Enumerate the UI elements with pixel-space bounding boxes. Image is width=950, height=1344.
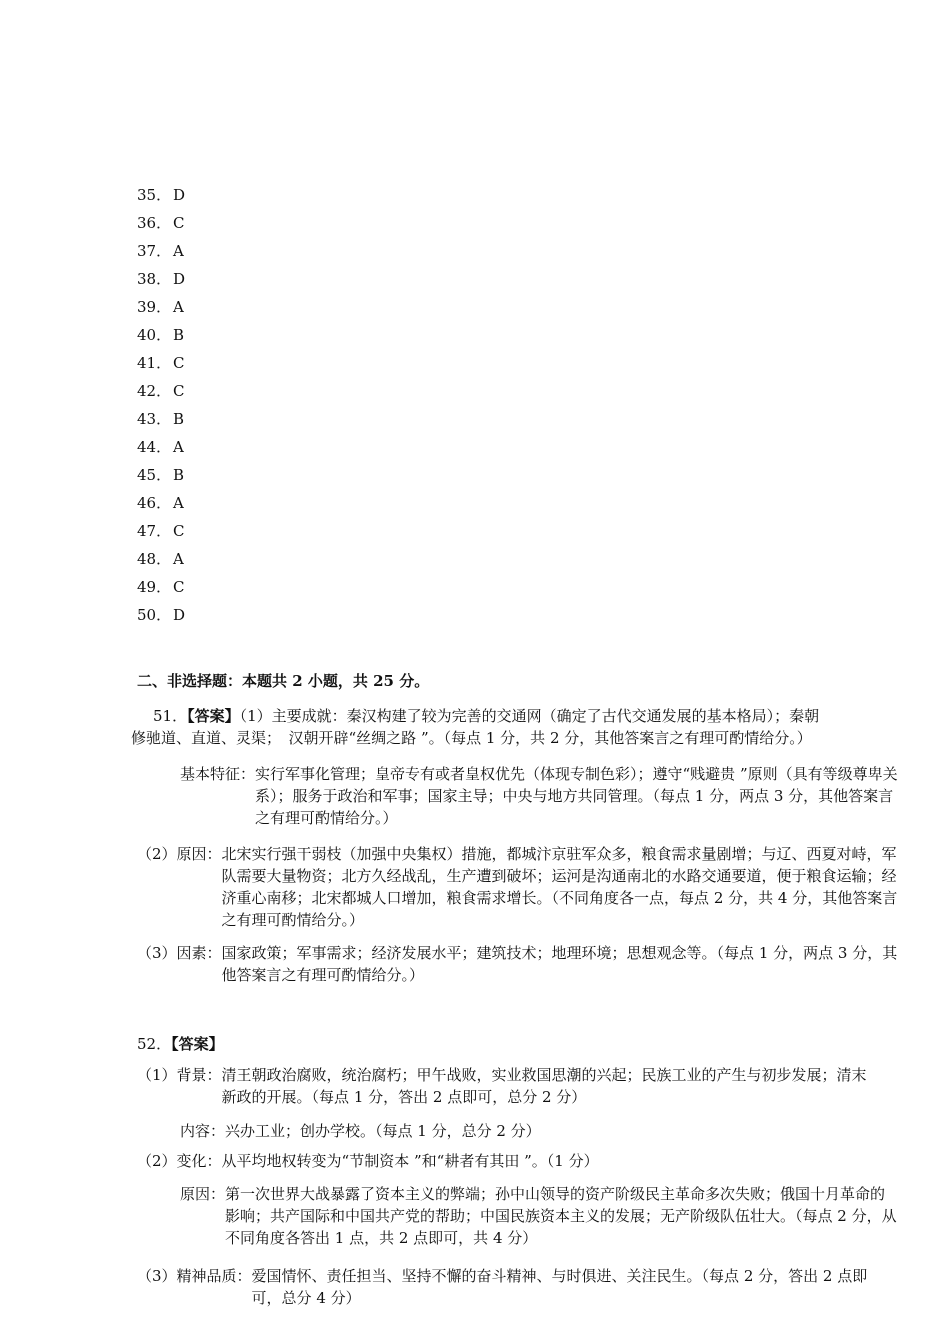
q52-heading <box>137 1033 224 1055</box>
answer-choice: A <box>173 550 184 568</box>
answer-number: 44． <box>137 438 172 456</box>
q52-reason-label: 原因： <box>180 1185 226 1203</box>
q51-text-line1: （1）主要成就：秦汉构建了较为完善的交通网（确定了古代交通发展的基本格局）；秦朝 <box>239 707 820 725</box>
answer-number: 40． <box>137 326 172 344</box>
answer-choice: C <box>173 578 185 596</box>
answer-row <box>137 520 185 548</box>
q52-answer-tag: 【答案】 <box>171 1035 224 1053</box>
q51-features-label: 基本特征： <box>180 765 256 783</box>
q52-content: 内容：兴办工业；创办学校。（每点 1 分，总分 2 分） <box>180 1122 541 1140</box>
q51-part3-text: 国家政策；军事需求；经济发展水平；建筑技术；地理环境；思想观念等。（每点 1 分，两点 3 分，其他答案言之有理可酌情给分。） <box>221 944 898 984</box>
q51-part3 <box>137 942 901 986</box>
q52-part3-label: （3）精神品质： <box>137 1267 252 1285</box>
q51-number: 51． <box>153 707 188 725</box>
answer-row <box>137 184 185 212</box>
answer-row <box>137 268 185 296</box>
answer-number: 36． <box>137 214 172 232</box>
answer-row <box>137 324 185 352</box>
q52-part1-label: （1）背景： <box>137 1066 222 1084</box>
q52-part2-change: （2）变化：从平均地权转变为“节制资本 ”和“耕者有其田 ”。（1 分） <box>137 1152 599 1170</box>
q51-line2: 修驰道、直道、灵渠； 汉朝开辟“丝绸之路 ”。（每点 1 分，共 2 分，其他答案言之有理可酌情给分。） <box>131 729 812 747</box>
answer-row <box>137 352 185 380</box>
q52-part1 <box>137 1064 872 1108</box>
answer-row <box>137 436 185 464</box>
q51-part1 <box>131 705 907 749</box>
q52-part1-text: 清王朝政治腐败，统治腐朽；甲午战败，实业救国思潮的兴起；民族工业的产生与初步发展；清末新政的开展。（每点 1 分，答出 2 点即可，总分 2 分） <box>221 1066 867 1106</box>
answer-number: 41． <box>137 354 172 372</box>
q51-part1-features <box>180 763 908 829</box>
answer-number: 43． <box>137 410 172 428</box>
answer-row <box>137 604 185 632</box>
answer-choice: C <box>173 214 185 232</box>
answer-choice: C <box>173 354 185 372</box>
q51-part2-text: 北宋实行强干弱枝（加强中央集权）措施，都城汴京驻军众多，粮食需求量剧增；与辽、西夏对峙，军队需要大量物资；北方久经战乱，生产遭到破坏；运河是沟通南北的水路交通要道，便于粮食运输；经济重心南移；北宋都城人口增加，粮食需求增长。（不同角度各一点，每点 2 分，共 4 分，其他答案言之有理可酌情给分。） <box>221 845 898 929</box>
answer-choice: D <box>173 270 186 288</box>
answer-row <box>137 240 185 268</box>
answer-row <box>137 380 185 408</box>
answer-list <box>137 184 185 632</box>
answer-number: 45． <box>137 466 172 484</box>
answer-number: 37． <box>137 242 172 260</box>
answer-row <box>137 296 185 324</box>
answer-number: 50． <box>137 606 172 624</box>
answer-choice: B <box>173 466 185 484</box>
answer-number: 39． <box>137 298 172 316</box>
q52-number: 52． <box>137 1035 172 1053</box>
q51-part2 <box>137 843 901 931</box>
answer-number: 38． <box>137 270 172 288</box>
answer-row <box>137 576 185 604</box>
q52-part3-text: 爱国情怀、责任担当、坚持不懈的奋斗精神、与时俱进、关注民生。（每点 2 分，答出 2 点即可，总分 4 分） <box>251 1267 868 1307</box>
answer-choice: C <box>173 522 185 540</box>
answer-choice: A <box>173 242 184 260</box>
q52-part3 <box>137 1265 897 1309</box>
section-title: 二、非选择题：本题共 2 小题，共 25 分。 <box>137 672 430 690</box>
answer-choice: C <box>173 382 185 400</box>
answer-choice: A <box>173 494 184 512</box>
q51-line1 <box>137 705 907 727</box>
answer-number: 42． <box>137 382 172 400</box>
answer-number: 48． <box>137 550 172 568</box>
answer-choice: A <box>173 438 184 456</box>
q51-answer-tag: 【答案】 <box>187 707 240 725</box>
answer-number: 46． <box>137 494 172 512</box>
answer-choice: D <box>173 606 186 624</box>
q52-part2-reason <box>180 1183 900 1249</box>
answer-number: 49． <box>137 578 172 596</box>
answer-choice: B <box>173 410 185 428</box>
answer-choice: A <box>173 298 184 316</box>
answer-row <box>137 492 185 520</box>
answer-row <box>137 408 185 436</box>
answer-number: 47． <box>137 522 172 540</box>
answer-number: 35． <box>137 186 172 204</box>
q51-part2-label: （2）原因： <box>137 845 222 863</box>
answer-row <box>137 548 185 576</box>
answer-row <box>137 464 185 492</box>
answer-row <box>137 212 185 240</box>
q51-features-text: 实行军事化管理；皇帝专有或者皇权优先（体现专制色彩）；遵守“贱避贵 ”原则（具有等级尊卑关系）；服务于政治和军事；国家主导；中央与地方共同管理。（每点 1 分，两点 3 分，其他答案言之有理可酌情给分。） <box>255 765 898 827</box>
q52-reason-text: 第一次世界大战暴露了资本主义的弊端；孙中山领导的资产阶级民主革命多次失败；俄国十月革命的影响；共产国际和中国共产党的帮助；中国民族资本主义的发展；无产阶级队伍壮大。（每点 2 分，从不同角度各答出 1 点，共 2 点即可，共 4 分） <box>225 1185 897 1247</box>
q51-part3-label: （3）因素： <box>137 944 222 962</box>
answer-choice: B <box>173 326 185 344</box>
answer-choice: D <box>173 186 186 204</box>
